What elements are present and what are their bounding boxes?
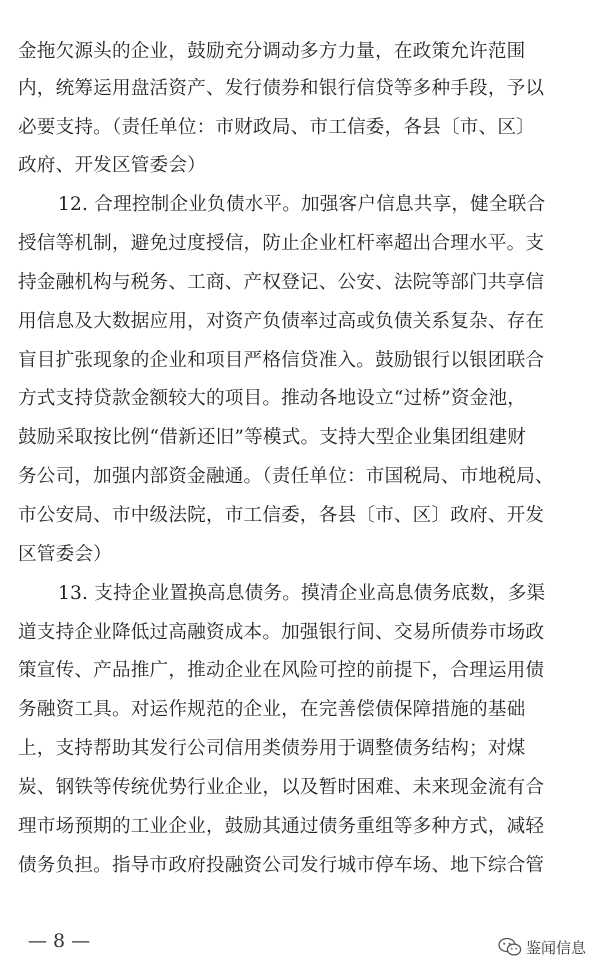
wechat-icon [498,937,522,957]
text-line: 理市场预期的工业企业，鼓励其通过债务重组等多种方式，减轻 [18,816,545,837]
paragraph-12-start: 12. 合理控制企业负债水平。加强客户信息共享，健全联合 [58,194,546,215]
text-line: 授信等机制，避免过度授信，防止企业杠杆率超出合理水平。支 [18,233,545,254]
text-line: 内，统筹运用盘活资产、发行债券和银行信贷等多种手段，予以 [18,78,545,99]
text-line: 金拖欠源头的企业，鼓励充分调动多方力量，在政策允许范围 [18,41,526,62]
text-line: 盲目扩张现象的企业和项目严格信贷准入。鼓励银行以银团联合 [18,350,545,371]
text-line: 用信息及大数据应用，对资产负债率过高或负债关系复杂、存在 [18,311,545,332]
text-line: 必要支持。（责任单位：市财政局、市工信委，各县〔市、区〕 [18,117,535,138]
text-line: 区管委会） [18,544,112,565]
page-number: — 8 — [28,930,91,952]
text-line: 方式支持贷款金额较大的项目。推动各地设立“过桥”资金池， [18,388,527,409]
text-line: 鼓励采取按比例“借新还旧”等模式。支持大型企业集团组建财 [18,427,527,448]
text-line: 策宣传、产品推广，推动企业在风险可控的前提下，合理运用债 [18,660,545,681]
text-line: 炭、钢铁等传统优势行业企业，以及暂时困难、未来现金流有合 [18,777,545,798]
text-line: 务公司，加强内部资金融通。（责任单位：市国税局、市地税局、 [18,466,554,487]
text-line: 市公安局、市中级法院，市工信委，各县〔市、区〕政府、开发 [18,505,545,526]
text-line: 债务负担。指导市政府投融资公司发行城市停车场、地下综合管 [18,855,545,876]
text-line: 上，支持帮助其发行公司信用类债券用于调整债务结构；对煤 [18,738,526,759]
text-line: 持金融机构与税务、工商、产权登记、公安、法院等部门共享信 [18,272,545,293]
text-line: 务融资工具。对运作规范的企业，在完善偿债保障措施的基础 [18,699,526,720]
source-watermark [498,934,586,960]
text-line: 道支持企业降低过高融资成本。加强银行间、交易所债券市场政 [18,622,545,643]
watermark-text: 鉴闻信息 [526,938,587,957]
paragraph-13-start: 13. 支持企业置换高息债务。摸清企业高息债务底数，多渠 [58,583,546,604]
text-line: 政府、开发区管委会） [18,155,206,176]
